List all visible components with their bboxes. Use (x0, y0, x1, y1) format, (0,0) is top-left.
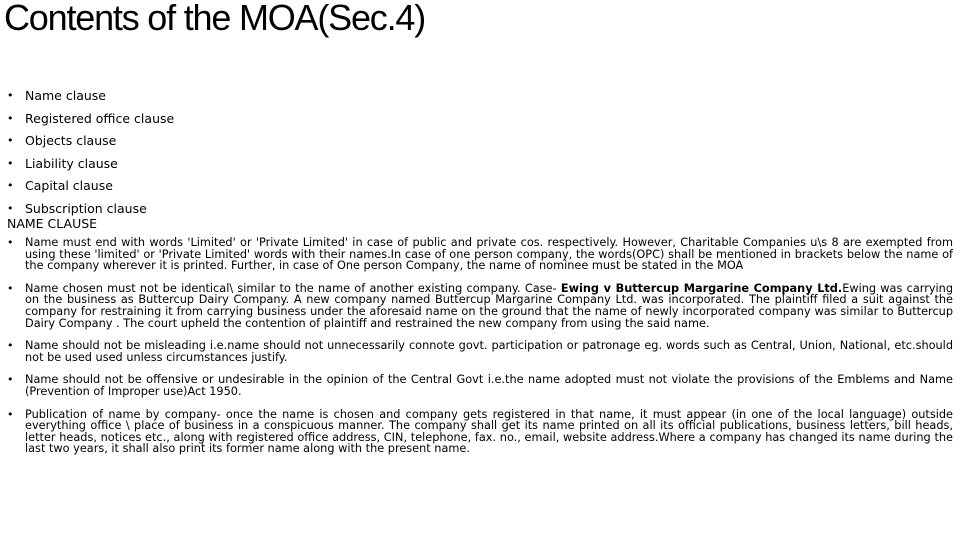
bullet-icon: • (7, 281, 14, 295)
rule-text: Name should not be misleading i.e.name should not unnecessarily connote govt. participation or patronage eg. words such as Central, Union, National, etc.should not be used used unless circumstances justify. (25, 339, 953, 364)
list-item-name-clause (7, 88, 953, 103)
section-heading: NAME CLAUSE (7, 216, 98, 231)
bullet-icon: • (7, 156, 14, 170)
case-name: Ewing v Buttercup Margarine Company Ltd. (560, 281, 843, 295)
list-item-capital-clause (7, 178, 953, 193)
list-item-label: Registered office clause (25, 110, 175, 126)
list-item-label: Subscription clause (25, 200, 147, 216)
list-item-registered-office-clause (7, 111, 953, 126)
bullet-icon: • (7, 134, 14, 147)
list-item-liability-clause (7, 156, 953, 171)
list-item-subscription-clause (7, 201, 953, 216)
bullet-icon: • (7, 373, 14, 387)
slide-title: Contents of the MOA(Sec.4) (4, 0, 425, 38)
bullet-icon: • (7, 201, 14, 215)
list-item-objects-clause (7, 133, 953, 148)
bullet-icon: • (7, 111, 14, 125)
clause-list (7, 88, 953, 216)
rule-item-offensive (7, 374, 953, 397)
list-item-label: Capital clause (25, 178, 113, 193)
bullet-icon: • (7, 179, 14, 192)
list-item-label: Name clause (25, 88, 106, 103)
list-item-label: Objects clause (25, 133, 117, 148)
rule-text: Name chosen must not be identical\ similar to the name of another existing company. Case- (25, 281, 561, 295)
rule-item-publication (7, 409, 953, 455)
rule-text: Name must end with words 'Limited' or 'Private Limited' in case of public and private cos. respectively. However, Charitable Companies u\s 8 are exempted from using these 'limited' or 'Private Limited' words with their names.In case of one person company, the words(OPC) shall be mentioned in brackets below the name of the company wherever it is printed. Further, in case of One person Company, the name of nominee must be stated in the MOA (25, 236, 953, 273)
list-item-label: Liability clause (25, 155, 118, 171)
bullet-icon: • (7, 339, 14, 353)
rule-text-continued: Ewing was carrying on the business as Buttercup Dairy Company. A new company named Buttercup Margarine Company Ltd. was incorporated. The plaintiff filed a suit against the company for restraining it from carrying business under the aforesaid name on the ground that the name of newly incorporated company was similar to Buttercup Dairy Company . The court upheld the contention of plaintiff and restrained the new company from using the said name. (25, 281, 954, 330)
name-clause-rules (7, 237, 953, 455)
rule-item-suffix (7, 237, 953, 272)
slide-content (7, 88, 953, 466)
rule-text: Name should not be offensive or undesirable in the opinion of the Central Govt i.e.the name adopted must not violate the provisions of the Emblems and Name (Prevention of Improper use)Act 1950. (25, 373, 953, 398)
bullet-icon: • (7, 89, 14, 102)
bullet-icon: • (7, 236, 14, 249)
rule-item-identical-name (7, 283, 953, 329)
rule-item-misleading (7, 340, 953, 363)
rule-text: Publication of name by company- once the name is chosen and company gets registered in that name, it must appear (in one of the local language) outside everything office \ place of business in a conspicuous manner. The company shall get its name printed on all its official publications, business letters, bill heads, letter heads, notices etc., along with registered office address, CIN, telephone, fax. no., email, website address.Where a company has changed its name during the last two years, it shall also print its former name along with the present name. (25, 407, 953, 456)
bullet-icon: • (7, 407, 14, 421)
